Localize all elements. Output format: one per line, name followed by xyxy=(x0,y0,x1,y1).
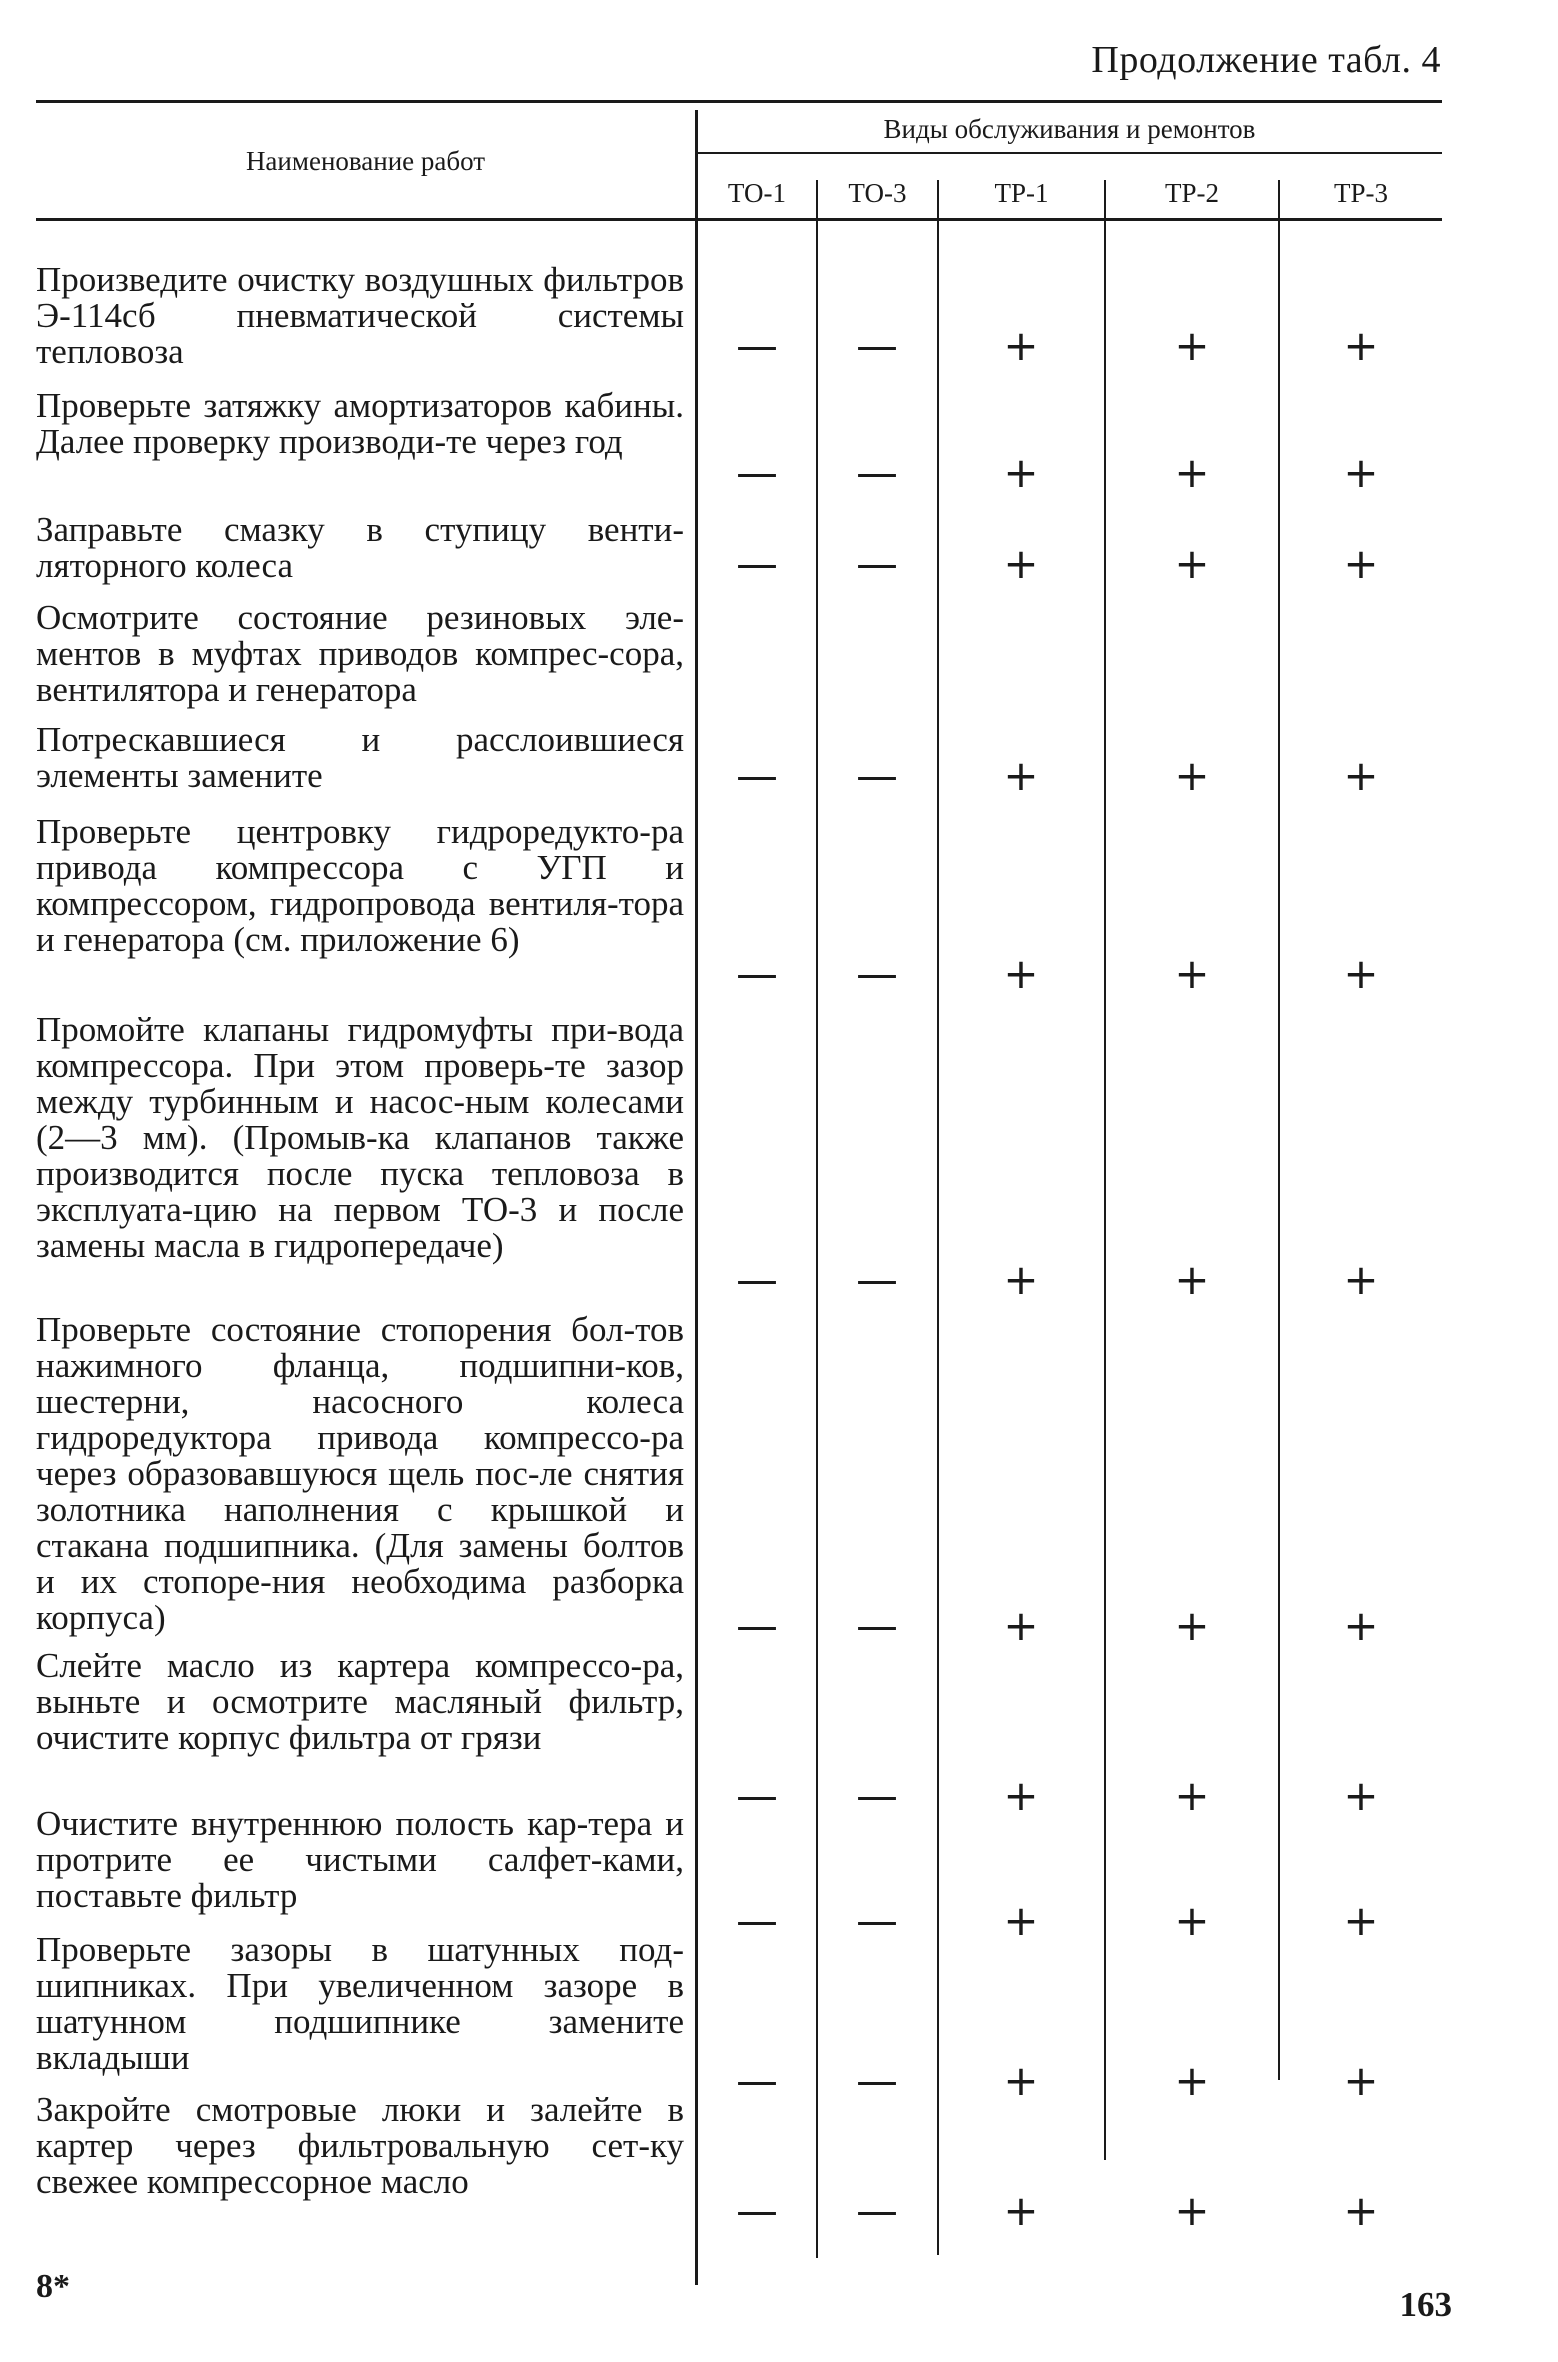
row-0-mark-тр-3: + xyxy=(1343,321,1379,370)
row-8-mark-то-3: — xyxy=(856,1771,898,1820)
work-column-header: Наименование работ xyxy=(245,146,486,176)
col-divider-1 xyxy=(816,180,818,2258)
row-3-text: Осмотрите состояние резиновых эле-ментов в муфтах приводов компрес-сора, вентилятора и генератора xyxy=(36,598,684,709)
row-11-mark-тр-2: + xyxy=(1174,2186,1210,2235)
row-6-mark-то-1: — xyxy=(736,1255,778,1304)
page-header: Продолжение табл. 4 xyxy=(1091,39,1441,81)
row-5-text: Проверьте центровку гидроредукто-ра привода компрессора с УГП и компрессором, гидропровода вентиля-тора и генератора (см. приложение 6) xyxy=(36,812,684,959)
top-rule xyxy=(36,100,1442,103)
row-9-mark-то-1: — xyxy=(736,1896,778,1945)
row-6-mark-тр-3: + xyxy=(1343,1255,1379,1304)
row-1-mark-то-1: — xyxy=(736,448,778,497)
row-0-mark-то-1: — xyxy=(736,321,778,370)
row-10-text: Проверьте зазоры в шатунных под-шипниках. При увеличенном зазоре в шатунном подшипнике замените вкладыши xyxy=(36,1930,684,2077)
header-bottom-rule xyxy=(36,218,1442,221)
row-7-mark-то-3: — xyxy=(856,1601,898,1650)
row-7-mark-тр-2: + xyxy=(1174,1601,1210,1650)
col-header-tr1: ТР-1 xyxy=(994,178,1049,208)
row-4-mark-тр-2: + xyxy=(1174,751,1210,800)
col-header-to3: ТО-3 xyxy=(848,178,907,208)
row-8-mark-то-1: — xyxy=(736,1771,778,1820)
row-10-mark-тр-3: + xyxy=(1343,2056,1379,2105)
col-header-to1: ТО-1 xyxy=(727,178,787,208)
row-8-mark-тр-3: + xyxy=(1343,1771,1379,1820)
row-9-mark-то-3: — xyxy=(856,1896,898,1945)
row-7-mark-то-1: — xyxy=(736,1601,778,1650)
row-1-mark-то-3: — xyxy=(856,448,898,497)
row-9-mark-тр-3: + xyxy=(1343,1896,1379,1945)
row-0-mark-тр-1: + xyxy=(1003,321,1039,370)
row-2-mark-то-3: — xyxy=(856,539,898,588)
col-header-tr3: ТР-3 xyxy=(1334,178,1388,208)
col-divider-4 xyxy=(1278,180,1280,2080)
row-10-mark-тр-1: + xyxy=(1003,2056,1039,2105)
row-4-mark-то-3: — xyxy=(856,751,898,800)
row-5-mark-то-3: — xyxy=(856,949,898,998)
row-8-text: Слейте масло из картера компрессо-ра, выньте и осмотрите масляный фильтр, очистите корпус фильтра от грязи xyxy=(36,1646,684,1757)
row-2-mark-тр-3: + xyxy=(1343,539,1379,588)
row-2-text: Заправьте смазку в ступицу венти-ляторного колеса xyxy=(36,510,684,585)
row-2-mark-тр-2: + xyxy=(1174,539,1210,588)
col-divider-work xyxy=(695,110,698,2285)
row-11-mark-тр-1: + xyxy=(1003,2186,1039,2235)
row-5-mark-тр-2: + xyxy=(1174,949,1210,998)
group-header: Виды обслуживания и ремонтов xyxy=(883,114,1256,144)
row-8-mark-тр-2: + xyxy=(1174,1771,1210,1820)
col-divider-2 xyxy=(937,180,939,2255)
col-header-tr2: ТР-2 xyxy=(1165,178,1219,208)
row-1-mark-тр-1: + xyxy=(1003,448,1039,497)
row-5-mark-то-1: — xyxy=(736,949,778,998)
row-11-text: Закройте смотровые люки и залейте в картер через фильтровальную сет-ку свежее компрессорное масло xyxy=(36,2090,684,2201)
row-6-mark-то-3: — xyxy=(856,1255,898,1304)
row-4-text: Потрескавшиеся и расслоившиеся элементы замените xyxy=(36,720,684,795)
row-5-mark-тр-3: + xyxy=(1343,949,1379,998)
row-10-mark-то-1: — xyxy=(736,2056,778,2105)
row-2-mark-тр-1: + xyxy=(1003,539,1039,588)
signature-mark: 8* xyxy=(36,2268,70,2305)
row-4-mark-тр-1: + xyxy=(1003,751,1039,800)
row-7-mark-тр-3: + xyxy=(1343,1601,1379,1650)
row-4-mark-тр-3: + xyxy=(1343,751,1379,800)
row-7-mark-тр-1: + xyxy=(1003,1601,1039,1650)
row-6-text: Промойте клапаны гидромуфты при-вода компрессора. При этом проверь-те зазор между турбинным и насос-ным колесами (2—3 мм). (Промыв-ка клапанов также производится после пуска тепловоза в эксплуата-цию на первом ТО-3 и после замены масла в гидропередаче) xyxy=(36,1010,684,1265)
row-5-mark-тр-1: + xyxy=(1003,949,1039,998)
row-1-text: Проверьте затяжку амортизаторов кабины. Далее проверку производи-те через год xyxy=(36,386,684,461)
row-11-mark-то-1: — xyxy=(736,2186,778,2235)
row-0-mark-тр-2: + xyxy=(1174,321,1210,370)
row-0-mark-то-3: — xyxy=(856,321,898,370)
row-7-text: Проверьте состояние стопорения бол-тов нажимного фланца, подшипни-ков, шестерни, насосного колеса гидроредуктора привода компрессо-ра через образовавшуюся щель пос-ле снятия золотника наполнения с крышкой и стакана подшипника. (Для замены болтов и их стопоре-ния необходима разборка корпуса) xyxy=(36,1310,684,1637)
row-4-mark-то-1: — xyxy=(736,751,778,800)
col-divider-3 xyxy=(1104,180,1106,2160)
row-10-mark-то-3: — xyxy=(856,2056,898,2105)
row-0-text: Произведите очистку воздушных фильтров Э-114сб пневматической системы тепловоза xyxy=(36,260,684,371)
row-6-mark-тр-1: + xyxy=(1003,1255,1039,1304)
row-2-mark-то-1: — xyxy=(736,539,778,588)
row-11-mark-то-3: — xyxy=(856,2186,898,2235)
row-9-mark-тр-2: + xyxy=(1174,1896,1210,1945)
row-6-mark-тр-2: + xyxy=(1174,1255,1210,1304)
row-10-mark-тр-2: + xyxy=(1174,2056,1210,2105)
group-header-rule xyxy=(697,152,1442,154)
row-11-mark-тр-3: + xyxy=(1343,2186,1379,2235)
row-1-mark-тр-3: + xyxy=(1343,448,1379,497)
page-number: 163 xyxy=(1399,2285,1452,2324)
row-1-mark-тр-2: + xyxy=(1174,448,1210,497)
row-9-mark-тр-1: + xyxy=(1003,1896,1039,1945)
row-9-text: Очистите внутреннюю полость кар-тера и протрите ее чистыми салфет-ками, поставьте фильтр xyxy=(36,1804,684,1915)
row-8-mark-тр-1: + xyxy=(1003,1771,1039,1820)
